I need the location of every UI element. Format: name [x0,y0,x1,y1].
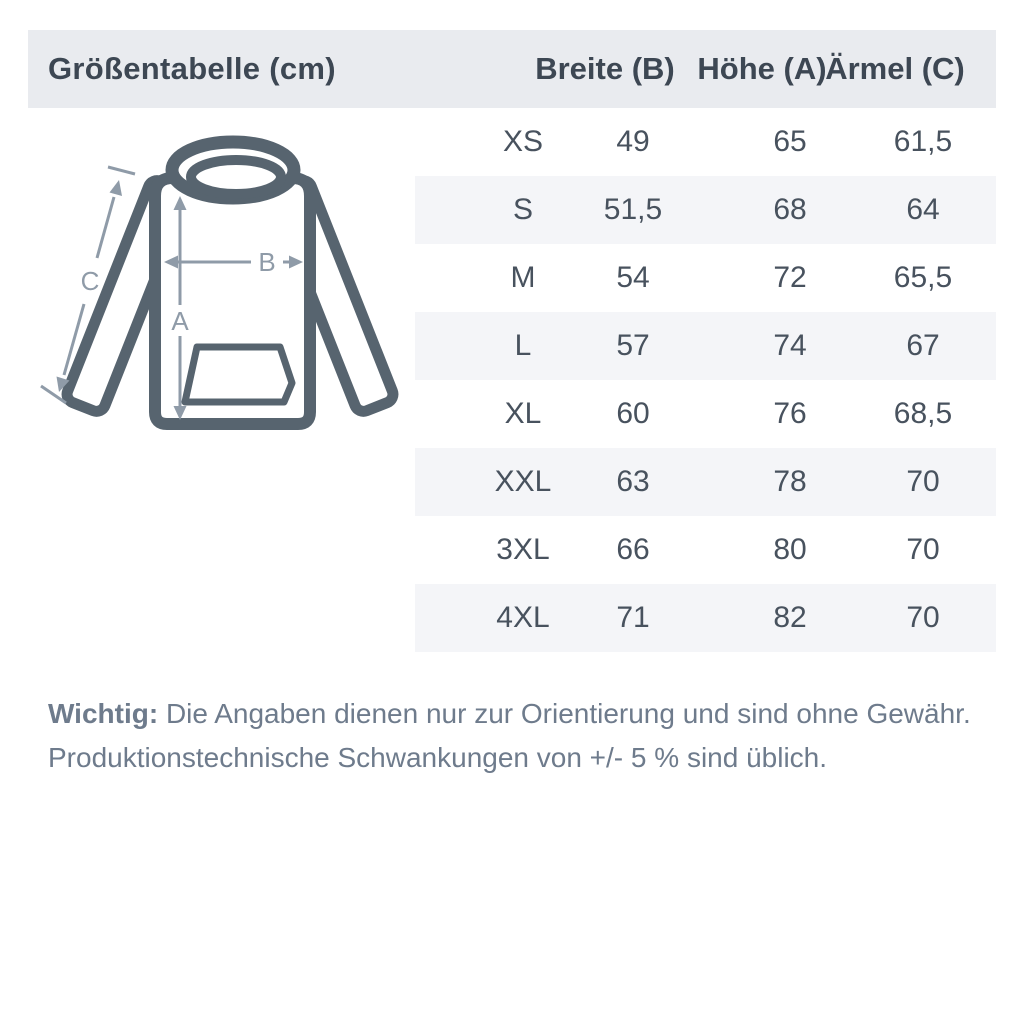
size-cell: 3XL [496,533,550,566]
table-row-s [415,176,996,244]
breite-cell: 71 [616,601,650,634]
table-row-m [415,244,996,312]
breite-cell: 57 [616,329,650,362]
hoodie-outline-icon [40,120,420,450]
hoehe-cell: 80 [773,533,807,566]
table-row-xl [415,380,996,448]
aermel-cell: 68,5 [893,397,953,430]
size-cell: M [510,261,536,294]
dimension-label-a: A [171,306,189,336]
hoehe-cell: 82 [773,601,807,634]
size-table [415,108,996,652]
dimension-label-b: B [258,247,276,277]
breite-cell: 66 [616,533,650,566]
aermel-cell: 70 [906,465,940,498]
aermel-cell: 64 [906,193,940,226]
hoehe-cell: 68 [773,193,807,226]
column-header-hoehe: Höhe (A) [697,51,827,86]
aermel-cell: 65,5 [893,261,953,294]
disclaimer-line1: Die Angaben dienen nur zur Orientierung und sind ohne Gewähr. [158,698,971,729]
breite-cell: 60 [616,397,650,430]
table-header-band [28,30,996,108]
disclaimer-note [48,692,978,780]
size-cell: S [512,193,533,226]
hoehe-cell: 72 [773,261,807,294]
hoehe-cell: 65 [773,125,807,158]
table-row-l [415,312,996,380]
dimension-label-c: C [80,266,100,296]
aermel-cell: 61,5 [893,125,953,158]
hoodie-hood-inner [191,160,281,194]
breite-cell: 54 [616,261,650,294]
page-title: Größentabelle (cm) [48,51,336,86]
hoehe-cell: 78 [773,465,807,498]
column-header-breite: Breite (B) [535,51,675,86]
breite-cell: 49 [616,125,650,158]
size-cell: XXL [494,465,552,498]
disclaimer-line2: Produktionstechnische Schwankungen von +/- 5 % sind üblich. [48,742,828,773]
hoodie-diagram [40,120,420,450]
aermel-cell: 70 [906,601,940,634]
aermel-cell: 70 [906,533,940,566]
size-cell: XL [504,397,542,430]
hoehe-cell: 74 [773,329,807,362]
size-chart-sheet [28,30,996,990]
column-header-aermel: Ärmel (C) [825,51,965,86]
breite-cell: 51,5 [603,193,663,226]
table-row-3xl [415,516,996,584]
disclaimer-important-label: Wichtig: [48,698,159,729]
aermel-cell: 67 [906,329,940,362]
size-cell: XS [502,125,544,158]
table-row-xs [415,108,996,176]
hoodie-pocket [185,347,292,402]
size-cell: 4XL [496,601,550,634]
size-cell: L [514,329,532,362]
table-row-4xl [415,584,996,652]
hoehe-cell: 76 [773,397,807,430]
breite-cell: 63 [616,465,650,498]
table-row-xxl [415,448,996,516]
